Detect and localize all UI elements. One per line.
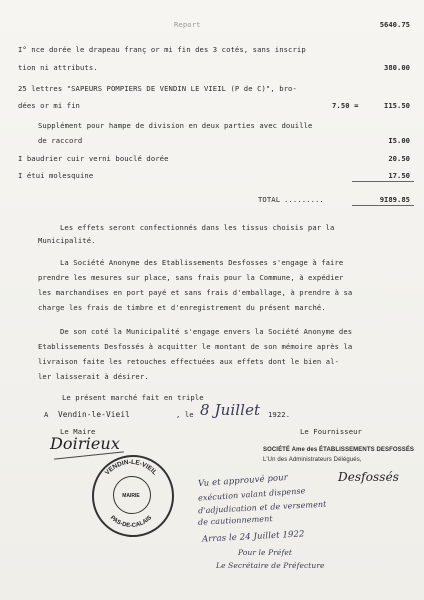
item-5-value: 17.50 [388,171,410,180]
item-5-line: I étui molesquine [18,171,94,180]
mayor-label: Le Maire [60,427,96,436]
para-3-line-4: ler laisserait à désirer. [38,372,149,381]
approval-line-2: exécution valant dispense [197,486,306,503]
total-rule [352,205,414,206]
item-4-value: 20.50 [388,154,410,163]
supplier-label: Le Fournisseur [300,427,362,436]
item-3-line-2: de raccord [38,136,83,145]
closing-made-in: Le présent marché fait en triple [62,393,204,402]
closing-place: Vendin-le-Vieil [58,410,130,419]
para-3-line-3: livraison faite les retouches effectuées aux effets dont le bien al- [38,357,340,366]
supplier-admin: L'Un des Administrateurs Délégués, [263,457,362,463]
stamp-center-text: MAIRIE [122,493,140,499]
mairie-stamp-lettering [92,455,170,533]
approval-line-3: d'adjudication et de versement [197,499,327,516]
item-2-line-2: dées or mi fin [18,101,80,110]
item-4-line: I baudrier cuir verni bouclé dorée [18,154,169,163]
item-3-value: I5.00 [388,136,410,145]
para-1-line-1: Les effets seront confectionnés dans les tissus choisis par la [60,223,335,232]
supplier-company: SOCIÉTÉ Ame des ÉTABLISSEMENTS DESFOSSÉS [263,447,415,453]
supplier-signature: Desfossés [338,470,400,484]
closing-le: , le [176,410,194,419]
approval-line-1: Vu et approuvé pour [197,472,289,490]
para-2-line-4: charge les frais de timbre et d'enregistrement du présent marché. [38,303,326,312]
total-label: TOTAL [258,195,281,204]
item-1-line-1: I° nce dorée le drapeau franç or mi fin des 3 cotés, sans inscrip [18,45,306,54]
para-1-line-2: Municipalité. [38,236,96,245]
closing-at: A [44,410,49,419]
approval-line-6: Pour le Préfet [238,548,292,557]
report-value: 5640.75 [379,20,410,29]
stamp-bottom-text: PAS-DE-CALAIS [108,514,154,530]
para-2-line-1: La Société Anonyme des Etablissements Desfosses s'engage à faire [60,258,344,267]
approval-line-7: Le Secrétaire de Préfecture [216,561,325,570]
approval-line-5: Arras le 24 Juillet 1922 [201,529,305,545]
para-2-line-2: prendre les mesures sur place, sans frais pour la Commune, à expédier [38,273,344,282]
approval-line-4: de cautionnement [197,514,273,527]
total-dots: ......... [284,195,324,204]
para-3-line-1: De son coté la Municipalité s'engage envers la Société Anonyme des [60,327,353,336]
report-label: Report [174,20,201,29]
para-3-line-2: Etablissements Desfossés à acquitter le montant de son mémoire après la [38,342,353,351]
closing-year: 1922. [268,410,291,419]
para-2-line-3: les marchandises en port payé et sans frais d'emballage, à prendre à sa [38,288,353,297]
item-2-line-1: 25 lettres "SAPEURS POMPIERS DE VENDIN LE VIEIL (P de C)", bro- [18,84,297,93]
item-2-unit-price: 7.50 = [332,101,359,110]
item-2-value: I15.50 [384,101,410,110]
item-1-line-2: tion ni attributs. [18,63,98,72]
total-value: 9I89.85 [379,195,410,204]
subtotal-rule [352,181,414,182]
item-1-value: 380.00 [384,63,410,72]
closing-date-handwritten: 8 Juillet [200,401,261,419]
item-3-line-1: Supplément pour hampe de division en deux parties avec douille [38,121,313,130]
mayor-signature: Doirieux [50,434,120,453]
stamp-top-text: VENDIN-LE-VIEIL [103,458,159,477]
